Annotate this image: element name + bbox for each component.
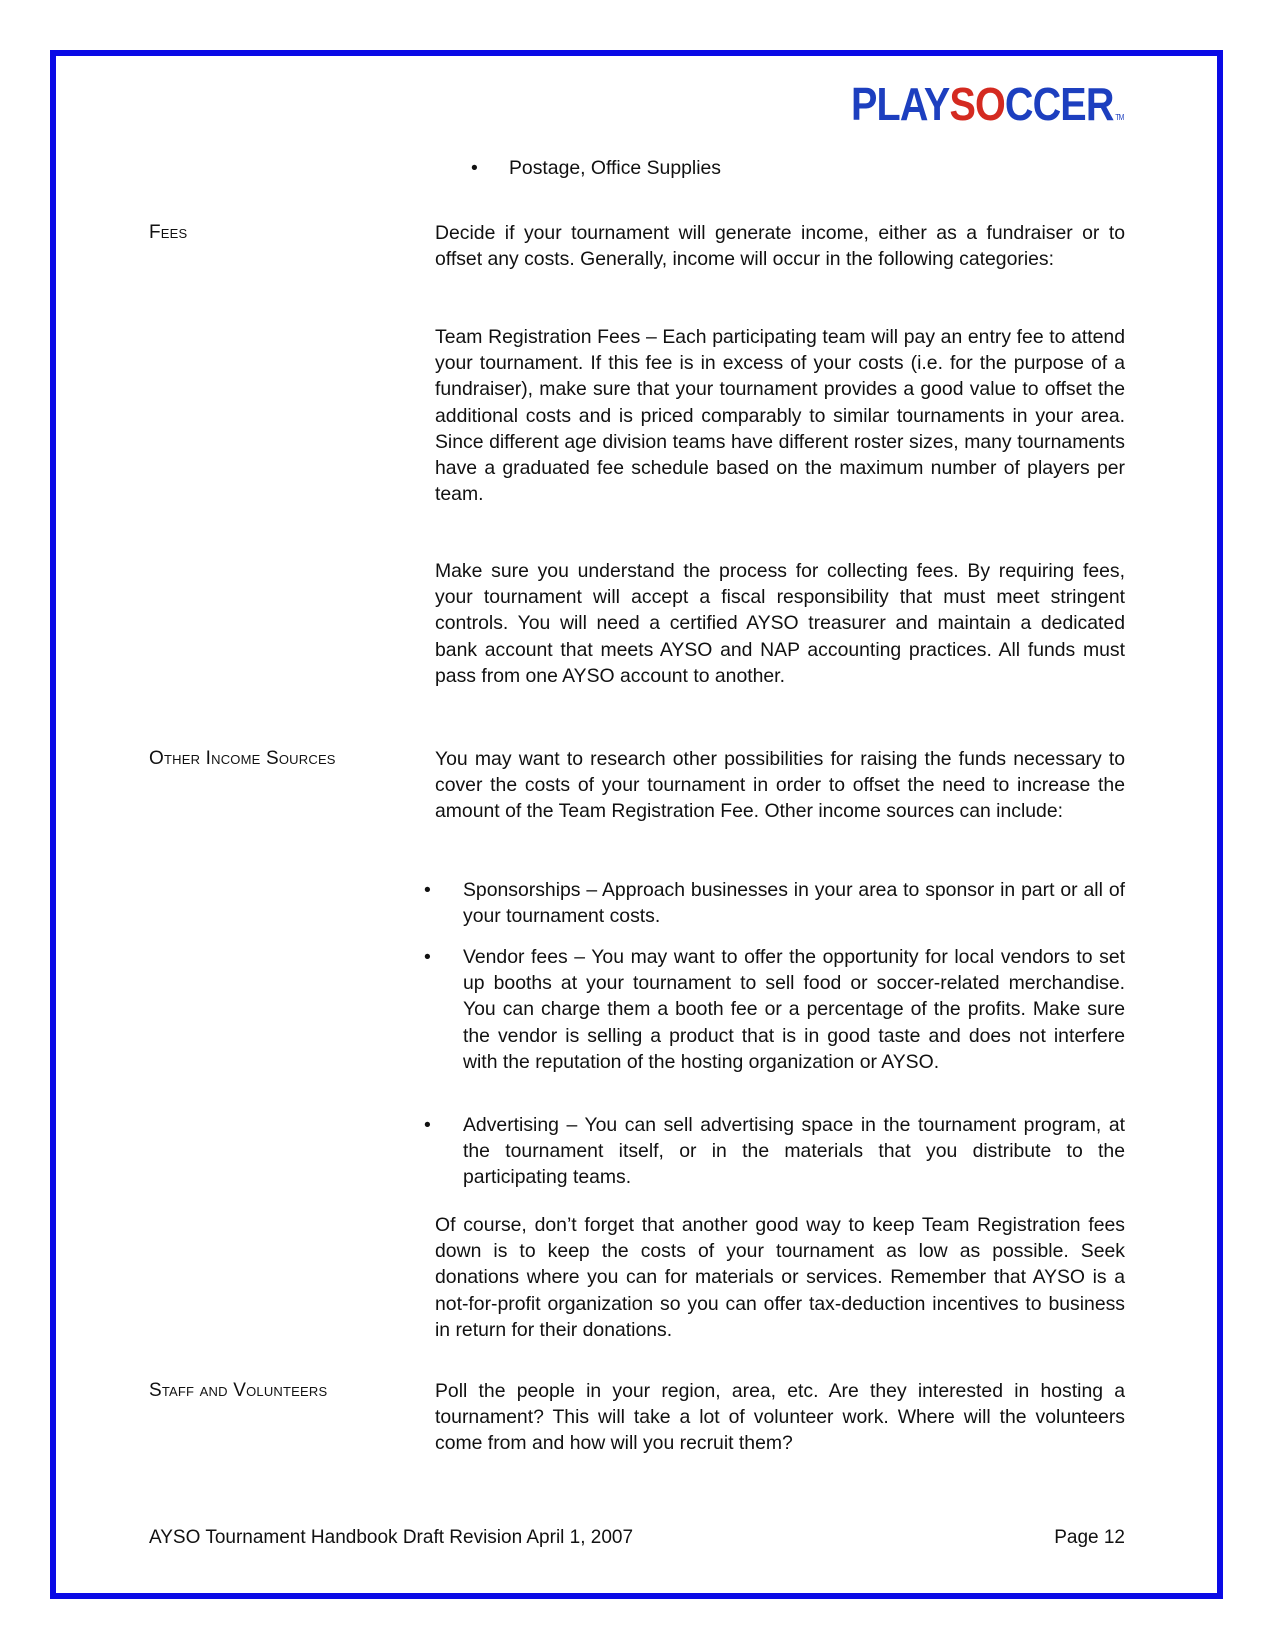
list-item-text: Advertising – You can sell advertising space in the tournament program, at the tournament itself, or in the materials that you distribute to the participating teams. bbox=[463, 1114, 1125, 1189]
section-label: Fees bbox=[149, 222, 188, 243]
playsoccer-logo bbox=[851, 80, 1123, 128]
bullet-icon: • bbox=[424, 879, 431, 901]
logo-text-so: SO bbox=[949, 78, 1005, 130]
bullet-icon: • bbox=[424, 1114, 431, 1136]
logo-text-play: PLAY bbox=[851, 78, 950, 130]
trademark-mark: TM bbox=[1115, 113, 1124, 122]
footer-page-number: Page 12 bbox=[1054, 1527, 1125, 1548]
paragraph: Of course, don’t forget that another good way to keep Team Registration fees down is to keep the costs of your tournament as low as possible. Seek donations where you can for materials or services. Remember that AYSO is a not-for-profit organization so you can offer tax-deduction incentives to business in return for their donations. bbox=[435, 1214, 1125, 1341]
paragraph: Make sure you understand the process for collecting fees. By requiring fees, your tournament will accept a fiscal responsibility that must meet stringent controls. You will need a certified AYSO treasurer and maintain a dedicated bank account that meets AYSO and NAP accounting practices. All funds must pass from one AYSO account to another. bbox=[435, 560, 1125, 687]
section-label: Other Income Sources bbox=[149, 748, 336, 769]
paragraph: Team Registration Fees – Each participating team will pay an entry fee to attend your tournament. If this fee is in excess of your costs (i.e. for the purpose of a fundraiser), make sure that your tournament provides a good value to offset the additional costs and is priced comparably to similar tournaments in your area. Since different age division teams have different roster sizes, many tournaments have a graduated fee schedule based on the maximum number of players per team. bbox=[435, 326, 1125, 506]
bullet-text: Postage, Office Supplies bbox=[509, 157, 721, 179]
paragraph: Poll the people in your region, area, etc. Are they interested in hosting a tournament? This will take a lot of volunteer work. Where will the volunteers come from and how will you recruit them? bbox=[435, 1380, 1125, 1455]
section-label: Staff and Volunteers bbox=[149, 1380, 328, 1401]
list-item-text: Vendor fees – You may want to offer the opportunity for local vendors to set up booths at your tournament to sell food or soccer-related merchandise. You can charge them a booth fee or a percentage of the profits. Make sure the vendor is selling a product that is in good taste and does not interfere with the reputation of the hosting organization or AYSO. bbox=[463, 946, 1125, 1073]
footer-title: AYSO Tournament Handbook Draft Revision April 1, 2007 bbox=[149, 1527, 634, 1548]
paragraph: Decide if your tournament will generate income, either as a fundraiser or to offset any costs. Generally, income will occur in the following categories: bbox=[435, 222, 1125, 271]
logo-text-ccer: CCER bbox=[1004, 78, 1114, 130]
bullet-icon: • bbox=[471, 157, 478, 179]
list-item-text: Sponsorships – Approach businesses in your area to sponsor in part or all of your tournament costs. bbox=[463, 879, 1125, 928]
paragraph: You may want to research other possibilities for raising the funds necessary to cover the costs of your tournament in order to offset the need to increase the amount of the Team Registration Fee. Other income sources can include: bbox=[435, 748, 1125, 823]
bullet-icon: • bbox=[424, 946, 431, 968]
